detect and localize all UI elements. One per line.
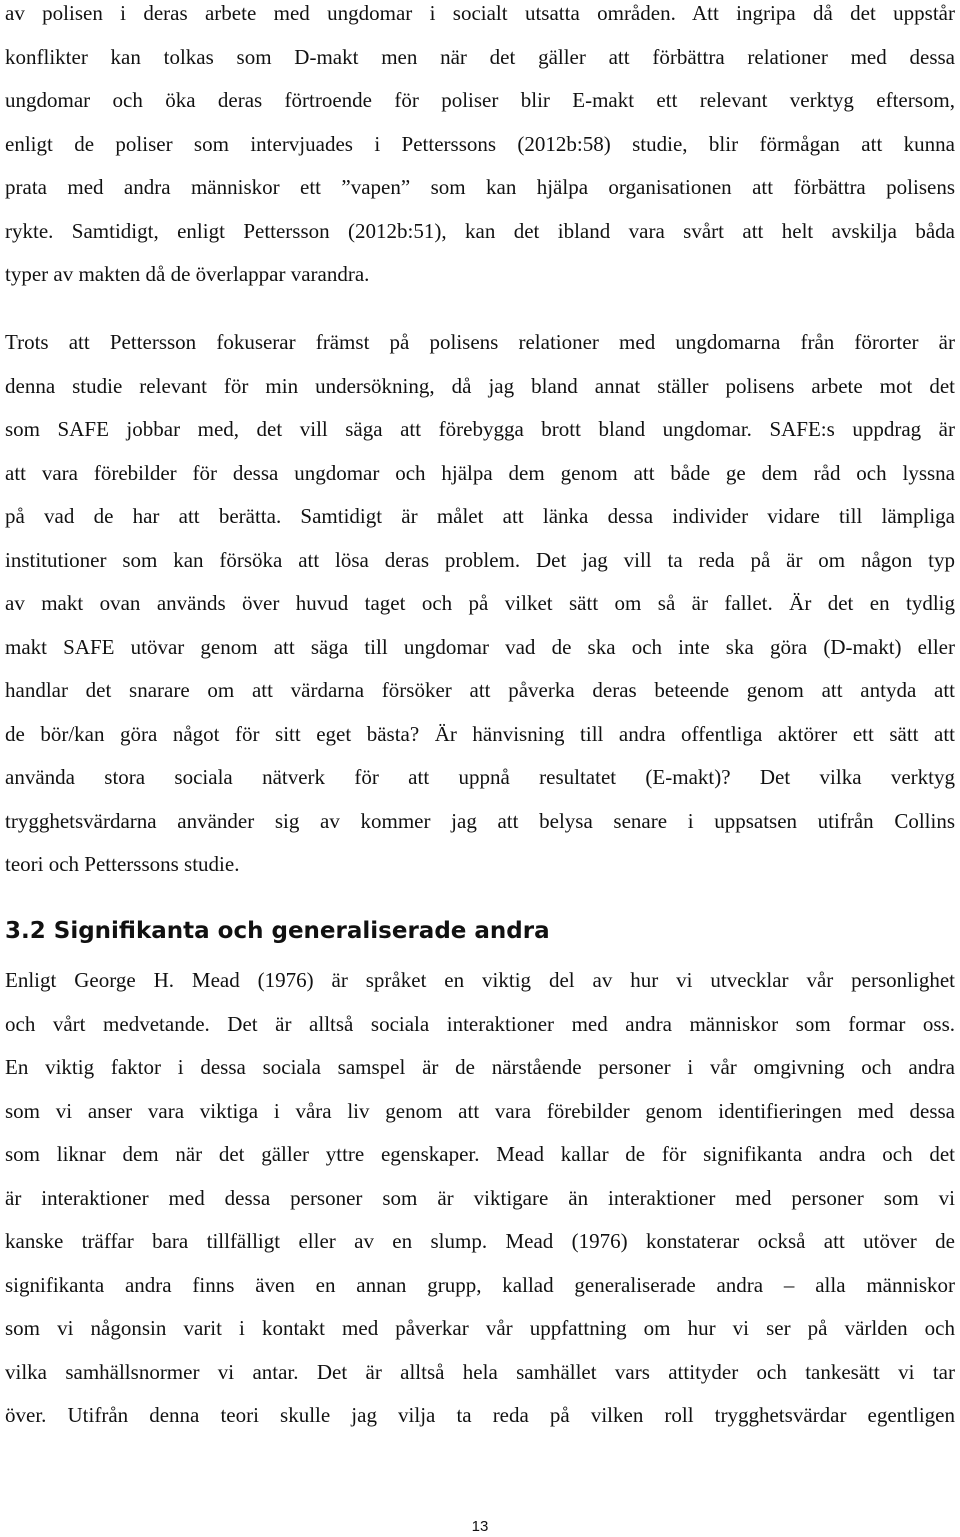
text-line: vilka samhällsnormer vi antar. Det är alltså hela samhället vars attityder och tankesätt vi tar bbox=[5, 1359, 955, 1384]
text-line: använda stora sociala nätverk för att uppnå resultatet (E-makt)? Det vilka verktyg bbox=[5, 765, 955, 789]
text-line: är interaktioner med dessa personer som är viktigare än interaktioner med personer som vi bbox=[5, 1185, 955, 1210]
text-line: typer av makten då de överlappar varandra. bbox=[5, 262, 370, 286]
text-line: Trots att Pettersson fokuserar främst på polisens relationer med ungdomarna från förorter är bbox=[5, 330, 955, 354]
text-line: handlar det snarare om att värdarna försöker att påverka deras beteende genom att antyda att bbox=[5, 678, 955, 702]
text-line: av polisen i deras arbete med ungdomar i socialt utsatta områden. Att ingripa då det uppstår bbox=[5, 1, 955, 25]
text-line: som SAFE jobbar med, det vill säga att förebygga brott bland ungdomar. SAFE:s uppdrag är bbox=[5, 417, 955, 441]
text-line: rykte. Samtidigt, enligt Pettersson (2012b:51), kan det ibland vara svårt att helt avskilja båda bbox=[5, 218, 955, 243]
paragraph-significant-others bbox=[5, 959, 955, 1438]
text-line: att vara förebilder för dessa ungdomar och hjälpa dem genom att både ge dem råd och lyssna bbox=[5, 460, 955, 485]
text-line: trygghetsvärdarna använder sig av kommer jag att belysa senare i uppsatsen utifrån Collins bbox=[5, 808, 955, 833]
section-heading: 3.2 Signifikanta och generaliserade andra bbox=[5, 918, 550, 944]
text-line: En viktig faktor i dessa sociala samspel är de närstående personer i vår omgivning och andra bbox=[5, 1055, 955, 1079]
paragraph-power-in-policing bbox=[5, 0, 955, 297]
text-line: enligt de poliser som intervjuades i Petterssons (2012b:58) studie, blir förmågan att kunna bbox=[5, 131, 955, 156]
text-line: makt SAFE utövar genom att säga till ungdomar vad de ska och inte ska göra (D-makt) eller bbox=[5, 634, 955, 659]
page-number: 13 bbox=[471, 1518, 489, 1535]
text-line: institutioner som kan försöka att lösa deras problem. Det jag vill ta reda på är om någon typ bbox=[5, 547, 955, 572]
text-line: över. Utifrån denna teori skulle jag vilja ta reda på vilken roll trygghetsvärdar egentligen bbox=[5, 1403, 955, 1427]
text-line: som vi någonsin varit i kontakt med påverkar vår uppfattning om hur vi ser på världen och bbox=[5, 1316, 955, 1340]
text-line: signifikanta andra finns även en annan grupp, kallad generaliserade andra – alla människor bbox=[5, 1272, 955, 1297]
text-line: prata med andra människor ett ”vapen” som kan hjälpa organisationen att förbättra polisens bbox=[5, 175, 955, 199]
text-line: kanske träffar bara tillfälligt eller av en slump. Mead (1976) konstaterar också att utöver de bbox=[5, 1229, 955, 1253]
text-line: ungdomar och öka deras förtroende för poliser blir E-makt ett relevant verktyg eftersom, bbox=[5, 88, 955, 112]
text-line: och vårt medvetande. Det är alltså sociala interaktioner med andra människor som formar oss. bbox=[5, 1011, 955, 1036]
text-line: teori och Petterssons studie. bbox=[5, 852, 240, 876]
paragraph-study-relevance bbox=[5, 321, 955, 887]
text-line: på vad de har att berätta. Samtidigt är målet att länka dessa individer vidare till lämpliga bbox=[5, 504, 955, 528]
text-line: som vi anser vara viktiga i våra liv genom att vara förebilder genom identifieringen med dessa bbox=[5, 1098, 955, 1123]
text-line: de bör/kan göra något för sitt eget bästa? Är hänvisning till andra offentliga aktörer ett sätt att bbox=[5, 721, 955, 746]
text-line: som liknar dem när det gäller yttre egenskaper. Mead kallar de för signifikanta andra och det bbox=[5, 1142, 955, 1166]
text-line: av makt ovan används över huvud taget och på vilket sätt om så är fallet. Är det en tydlig bbox=[5, 591, 955, 615]
text-line: Enligt George H. Mead (1976) är språket en viktig del av hur vi utvecklar vår personlighet bbox=[5, 968, 955, 992]
text-line: konflikter kan tolkas som D-makt men när det gäller att förbättra relationer med dessa bbox=[5, 44, 955, 69]
text-line: denna studie relevant för min undersökning, då jag bland annat ställer polisens arbete mot det bbox=[5, 373, 955, 398]
